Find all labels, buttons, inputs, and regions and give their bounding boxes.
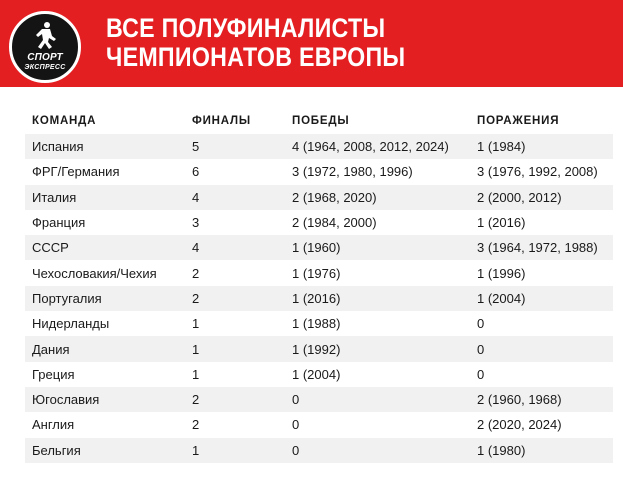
cell-wins: 4 (1964, 2008, 2012, 2024)	[285, 134, 470, 159]
title-line-1: ВСЕ ПОЛУФИНАЛИСТЫ	[106, 13, 386, 43]
title-line-2: ЧЕМПИОНАТОВ ЕВРОПЫ	[106, 42, 406, 72]
cell-team: Дания	[25, 336, 185, 361]
cell-wins: 0	[285, 387, 470, 412]
table-row	[25, 185, 613, 210]
table-row	[25, 210, 613, 235]
cell-wins: 0	[285, 438, 470, 463]
cell-team: Нидерланды	[25, 311, 185, 336]
cell-losses: 0	[470, 336, 613, 361]
cell-team: ФРГ/Германия	[25, 159, 185, 184]
cell-wins: 1 (2004)	[285, 362, 470, 387]
table-row	[25, 260, 613, 285]
cell-wins: 1 (1992)	[285, 336, 470, 361]
cell-finals: 1	[185, 362, 285, 387]
cell-finals: 2	[185, 260, 285, 285]
cell-losses: 1 (2016)	[470, 210, 613, 235]
header-banner	[0, 0, 623, 87]
sport-express-logo	[9, 11, 81, 83]
cell-finals: 6	[185, 159, 285, 184]
cell-team: Бельгия	[25, 438, 185, 463]
cell-finals: 1	[185, 336, 285, 361]
cell-finals: 1	[185, 311, 285, 336]
logo-text-express: ЭКСПРЕСС	[24, 64, 66, 71]
cell-losses: 3 (1964, 1972, 1988)	[470, 235, 613, 260]
cell-losses: 2 (2000, 2012)	[470, 185, 613, 210]
cell-finals: 5	[185, 134, 285, 159]
cell-team: Чехословакия/Чехия	[25, 260, 185, 285]
cell-wins: 1 (1976)	[285, 260, 470, 285]
cell-finals: 2	[185, 387, 285, 412]
table-row	[25, 336, 613, 361]
cell-finals: 4	[185, 185, 285, 210]
cell-team: Португалия	[25, 286, 185, 311]
cell-finals: 3	[185, 210, 285, 235]
table-row	[25, 412, 613, 437]
cell-team: СССР	[25, 235, 185, 260]
cell-losses: 1 (2004)	[470, 286, 613, 311]
cell-finals: 1	[185, 438, 285, 463]
cell-wins: 2 (1968, 2020)	[285, 185, 470, 210]
cell-wins: 2 (1984, 2000)	[285, 210, 470, 235]
cell-losses: 3 (1976, 1992, 2008)	[470, 159, 613, 184]
cell-losses: 2 (2020, 2024)	[470, 412, 613, 437]
cell-losses: 0	[470, 311, 613, 336]
cell-team: Греция	[25, 362, 185, 387]
cell-wins: 1 (2016)	[285, 286, 470, 311]
header-finals: ФИНАЛЫ	[192, 115, 251, 127]
table-row	[25, 311, 613, 336]
table-row	[25, 134, 613, 159]
cell-losses: 2 (1960, 1968)	[470, 387, 613, 412]
cell-wins: 3 (1972, 1980, 1996)	[285, 159, 470, 184]
cell-wins: 1 (1988)	[285, 311, 470, 336]
cell-finals: 2	[185, 412, 285, 437]
cell-finals: 2	[185, 286, 285, 311]
header-team: КОМАНДА	[32, 115, 97, 127]
cell-finals: 4	[185, 235, 285, 260]
cell-team: Италия	[25, 185, 185, 210]
table-row	[25, 286, 613, 311]
cell-wins: 1 (1960)	[285, 235, 470, 260]
cell-team: Франция	[25, 210, 185, 235]
table-row	[25, 235, 613, 260]
header-wins: ПОБЕДЫ	[292, 115, 350, 127]
cell-losses: 1 (1984)	[470, 134, 613, 159]
table-row	[25, 438, 613, 463]
cell-losses: 1 (1996)	[470, 260, 613, 285]
cell-losses: 0	[470, 362, 613, 387]
semifinalists-table	[25, 108, 613, 463]
cell-team: Англия	[25, 412, 185, 437]
table-row	[25, 387, 613, 412]
cell-team: Испания	[25, 134, 185, 159]
cell-team: Югославия	[25, 387, 185, 412]
table-row	[25, 362, 613, 387]
page-title	[106, 14, 405, 72]
table-header-row	[25, 108, 613, 134]
cell-losses: 1 (1980)	[470, 438, 613, 463]
table-row	[25, 159, 613, 184]
cell-wins: 0	[285, 412, 470, 437]
logo-text-sport: СПОРТ	[27, 52, 63, 63]
header-losses: ПОРАЖЕНИЯ	[477, 115, 560, 127]
